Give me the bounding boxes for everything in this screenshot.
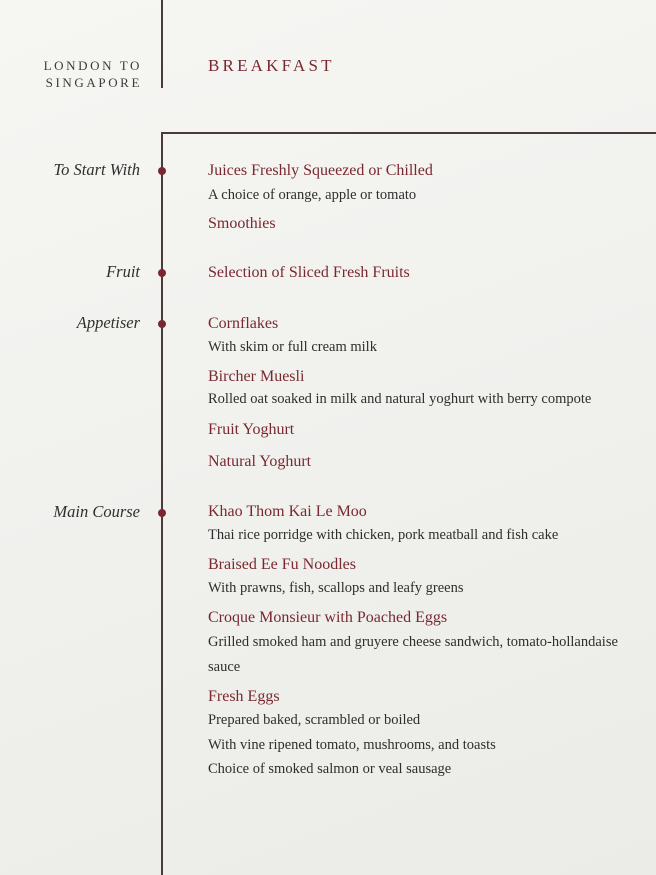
section-marker-dot	[158, 320, 166, 328]
section-label-fruit: Fruit	[106, 262, 140, 281]
section-label-to-start-with: To Start With	[53, 160, 140, 179]
item-name: Khao Thom Kai Le Moo	[208, 503, 367, 520]
route-line-1: LONDON TO	[43, 58, 142, 73]
item-name: Fruit Yoghurt	[208, 421, 295, 438]
item-name: Cornflakes	[208, 315, 279, 332]
item-description: With prawns, fish, scallops and leafy greens	[208, 580, 464, 596]
item-description: sauce	[208, 659, 241, 675]
item-description: Thai rice porridge with chicken, pork meatball and fish cake	[208, 527, 559, 543]
section-marker-dot	[158, 167, 166, 175]
section-label-appetiser: Appetiser	[76, 313, 140, 332]
item-description: With vine ripened tomato, mushrooms, and toasts	[208, 737, 496, 753]
item-description: Choice of smoked salmon or veal sausage	[208, 761, 452, 777]
route-line-2: SINGAPORE	[45, 75, 142, 90]
item-description: With skim or full cream milk	[208, 339, 377, 355]
item-name: Braised Ee Fu Noodles	[208, 556, 356, 573]
item-name: Smoothies	[208, 215, 276, 232]
item-description: Prepared baked, scrambled or boiled	[208, 712, 421, 728]
horizontal-rule	[161, 132, 656, 134]
item-name: Natural Yoghurt	[208, 453, 312, 470]
item-name: Juices Freshly Squeezed or Chilled	[208, 162, 433, 179]
item-description: Grilled smoked ham and gruyere cheese sandwich, tomato-hollandaise	[208, 634, 618, 650]
section-marker-dot	[158, 269, 166, 277]
item-description: Rolled oat soaked in milk and natural yoghurt with berry compote	[208, 391, 592, 407]
section-marker-dot	[158, 509, 166, 517]
item-description: A choice of orange, apple or tomato	[208, 187, 417, 203]
item-name: Selection of Sliced Fresh Fruits	[208, 264, 410, 281]
route-label	[44, 57, 142, 91]
item-name: Croque Monsieur with Poached Eggs	[208, 609, 448, 626]
vertical-rule-main	[161, 133, 163, 875]
section-label-main-course: Main Course	[53, 502, 140, 521]
meal-title: BREAKFAST	[208, 56, 335, 75]
item-name: Fresh Eggs	[208, 688, 280, 705]
vertical-rule-top	[161, 0, 163, 88]
item-name: Bircher Muesli	[208, 368, 305, 385]
